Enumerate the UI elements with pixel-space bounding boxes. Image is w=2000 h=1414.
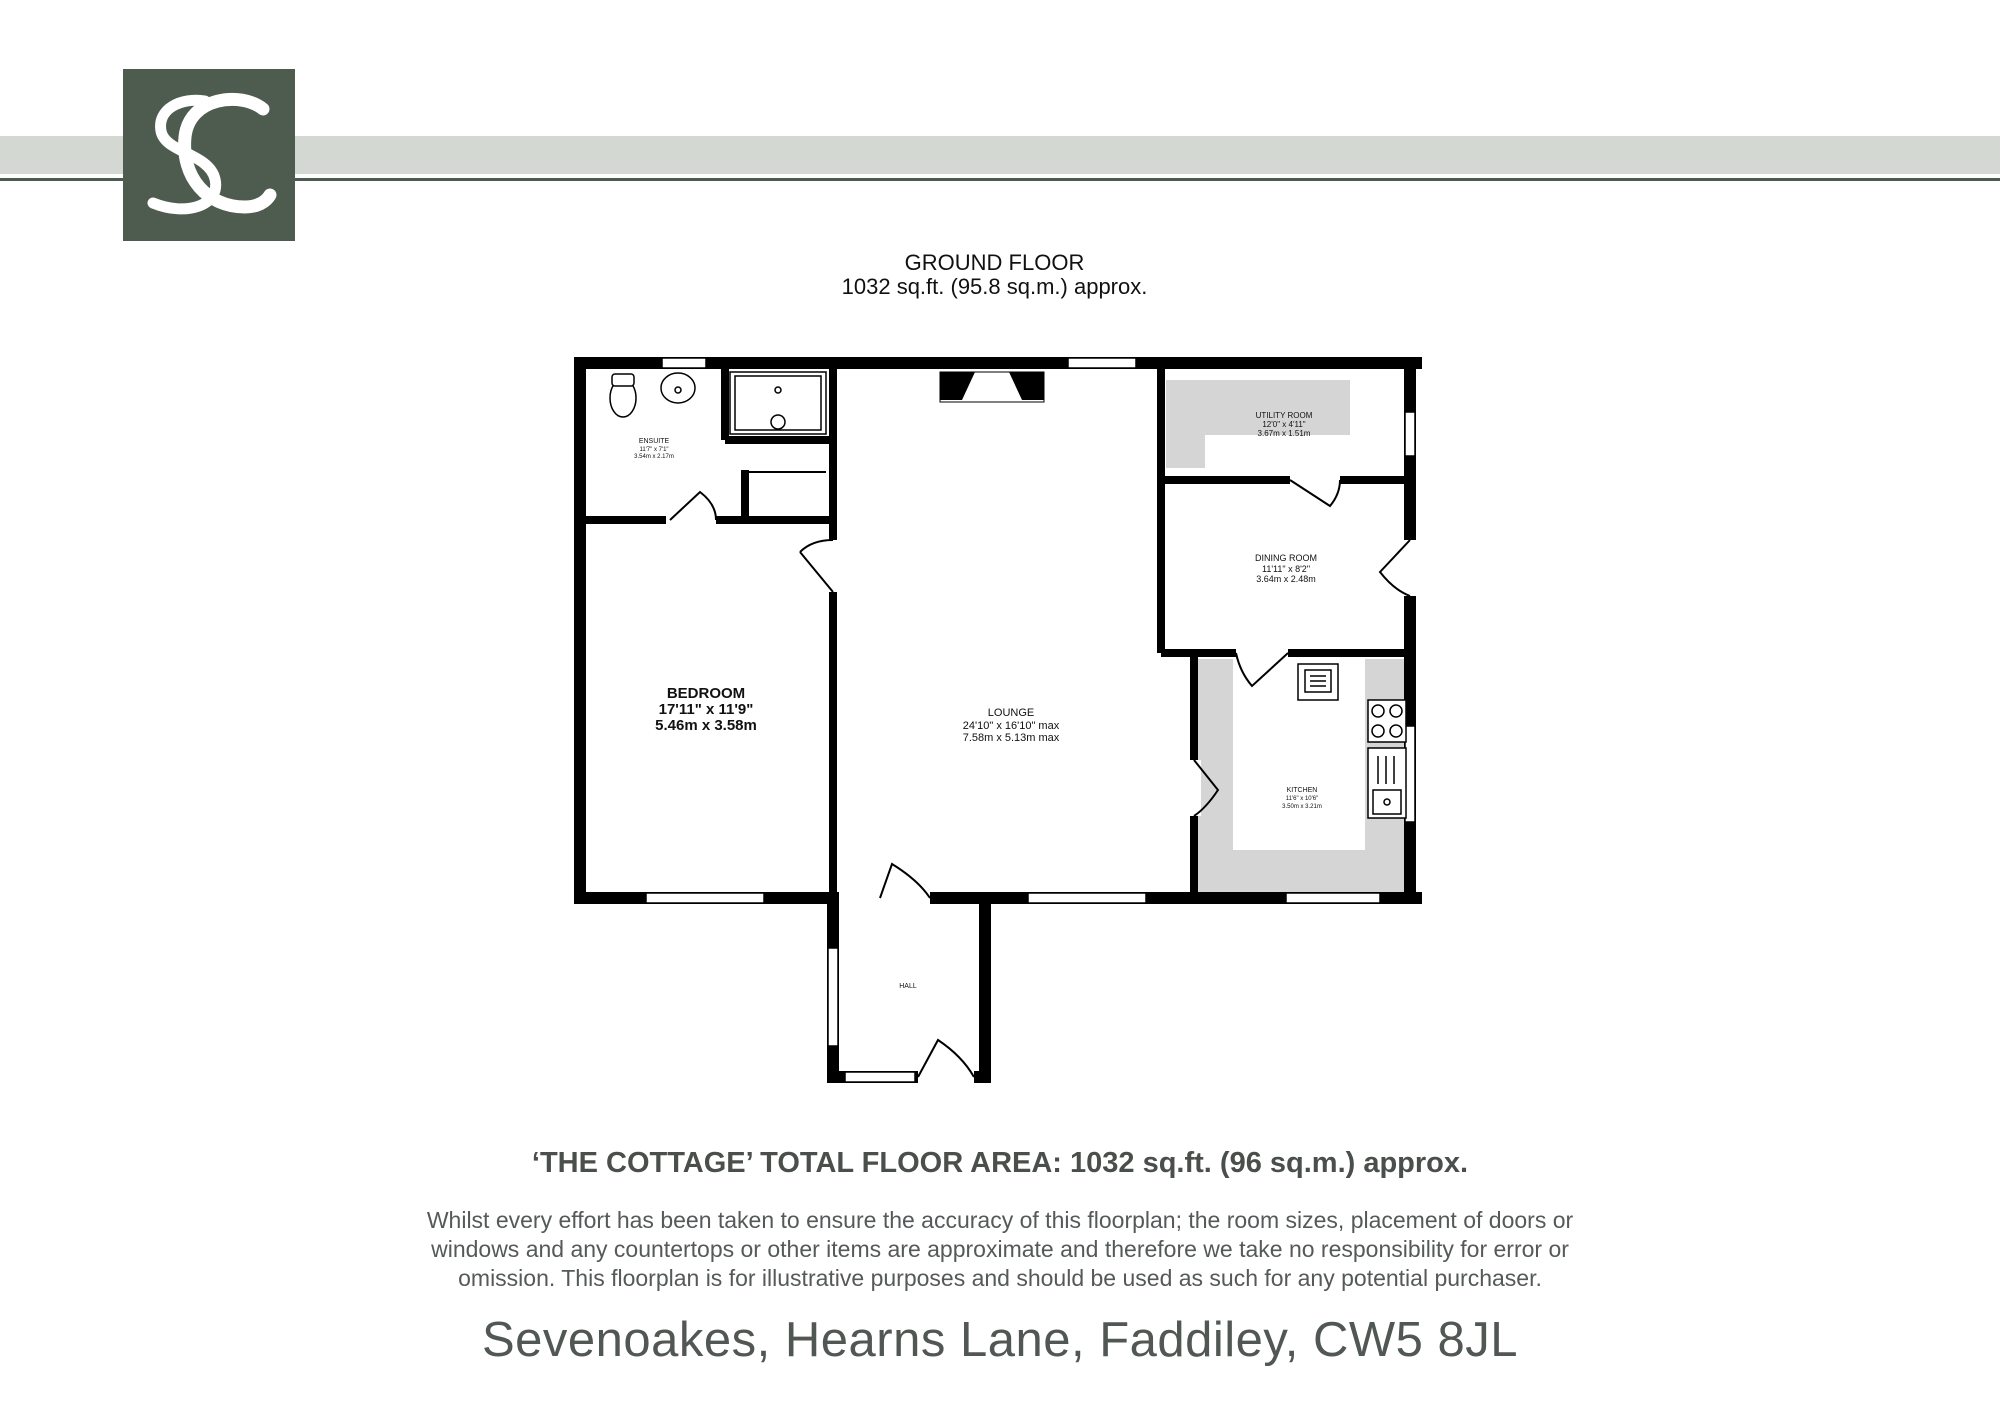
kitchen-metric: 3.50m x 3.21m: [1282, 804, 1322, 810]
bedroom-label: BEDROOM: [666, 685, 746, 702]
bedroom-imperial: 17'11" x 11'9": [658, 701, 754, 718]
kitchen-imperial: 11'6" x 10'6": [1285, 796, 1319, 802]
utility-label: UTILITY ROOM: [1255, 411, 1313, 420]
utility-metric: 3.67m x 1.51m: [1257, 429, 1311, 438]
ensuite-metric: 3.54m x 2.17m: [634, 454, 674, 460]
internal-walls: [580, 363, 1410, 898]
ensuite-imperial: 11'7" x 7'1": [639, 447, 669, 453]
floor-name: GROUND FLOOR: [904, 250, 1085, 275]
fireplace: [940, 372, 1044, 402]
ensuite-label: ENSUITE: [638, 438, 670, 445]
dining-label: DINING ROOM: [1255, 553, 1317, 563]
dining-metric: 3.64m x 2.48m: [1256, 574, 1316, 584]
hall-label: HALL: [899, 983, 917, 990]
lounge-label: LOUNGE: [987, 707, 1035, 719]
lounge-imperial: 24'10" x 16'10" max: [962, 720, 1060, 732]
bedroom-metric: 5.46m x 3.58m: [655, 717, 757, 734]
utility-imperial: 12'0" x 4'11": [1262, 420, 1306, 429]
dining-imperial: 11'11" x 8'2": [1261, 564, 1311, 574]
property-address: Sevenoakes, Hearns Lane, Faddiley, CW5 8JL: [481, 1313, 1519, 1367]
total-floor-area: ‘THE COTTAGE’ TOTAL FLOOR AREA: 1032 sq.ft. (96 sq.m.) approx.: [531, 1147, 1469, 1179]
lounge-metric: 7.58m x 5.13m max: [962, 732, 1060, 744]
kitchen-label: KITCHEN: [1286, 787, 1318, 794]
disclaimer: Whilst every effort has been taken to ensure the accuracy of this floorplan; the room sizes, placement of doors or windows and any countertops or other items are approximate and therefore we take no responsibility for error or omission. This floorplan is for illustrative purposes and should be used as such for any potential purchaser.: [426, 1207, 1574, 1291]
floor-area: 1032 sq.ft. (95.8 sq.m.) approx.: [841, 274, 1148, 299]
